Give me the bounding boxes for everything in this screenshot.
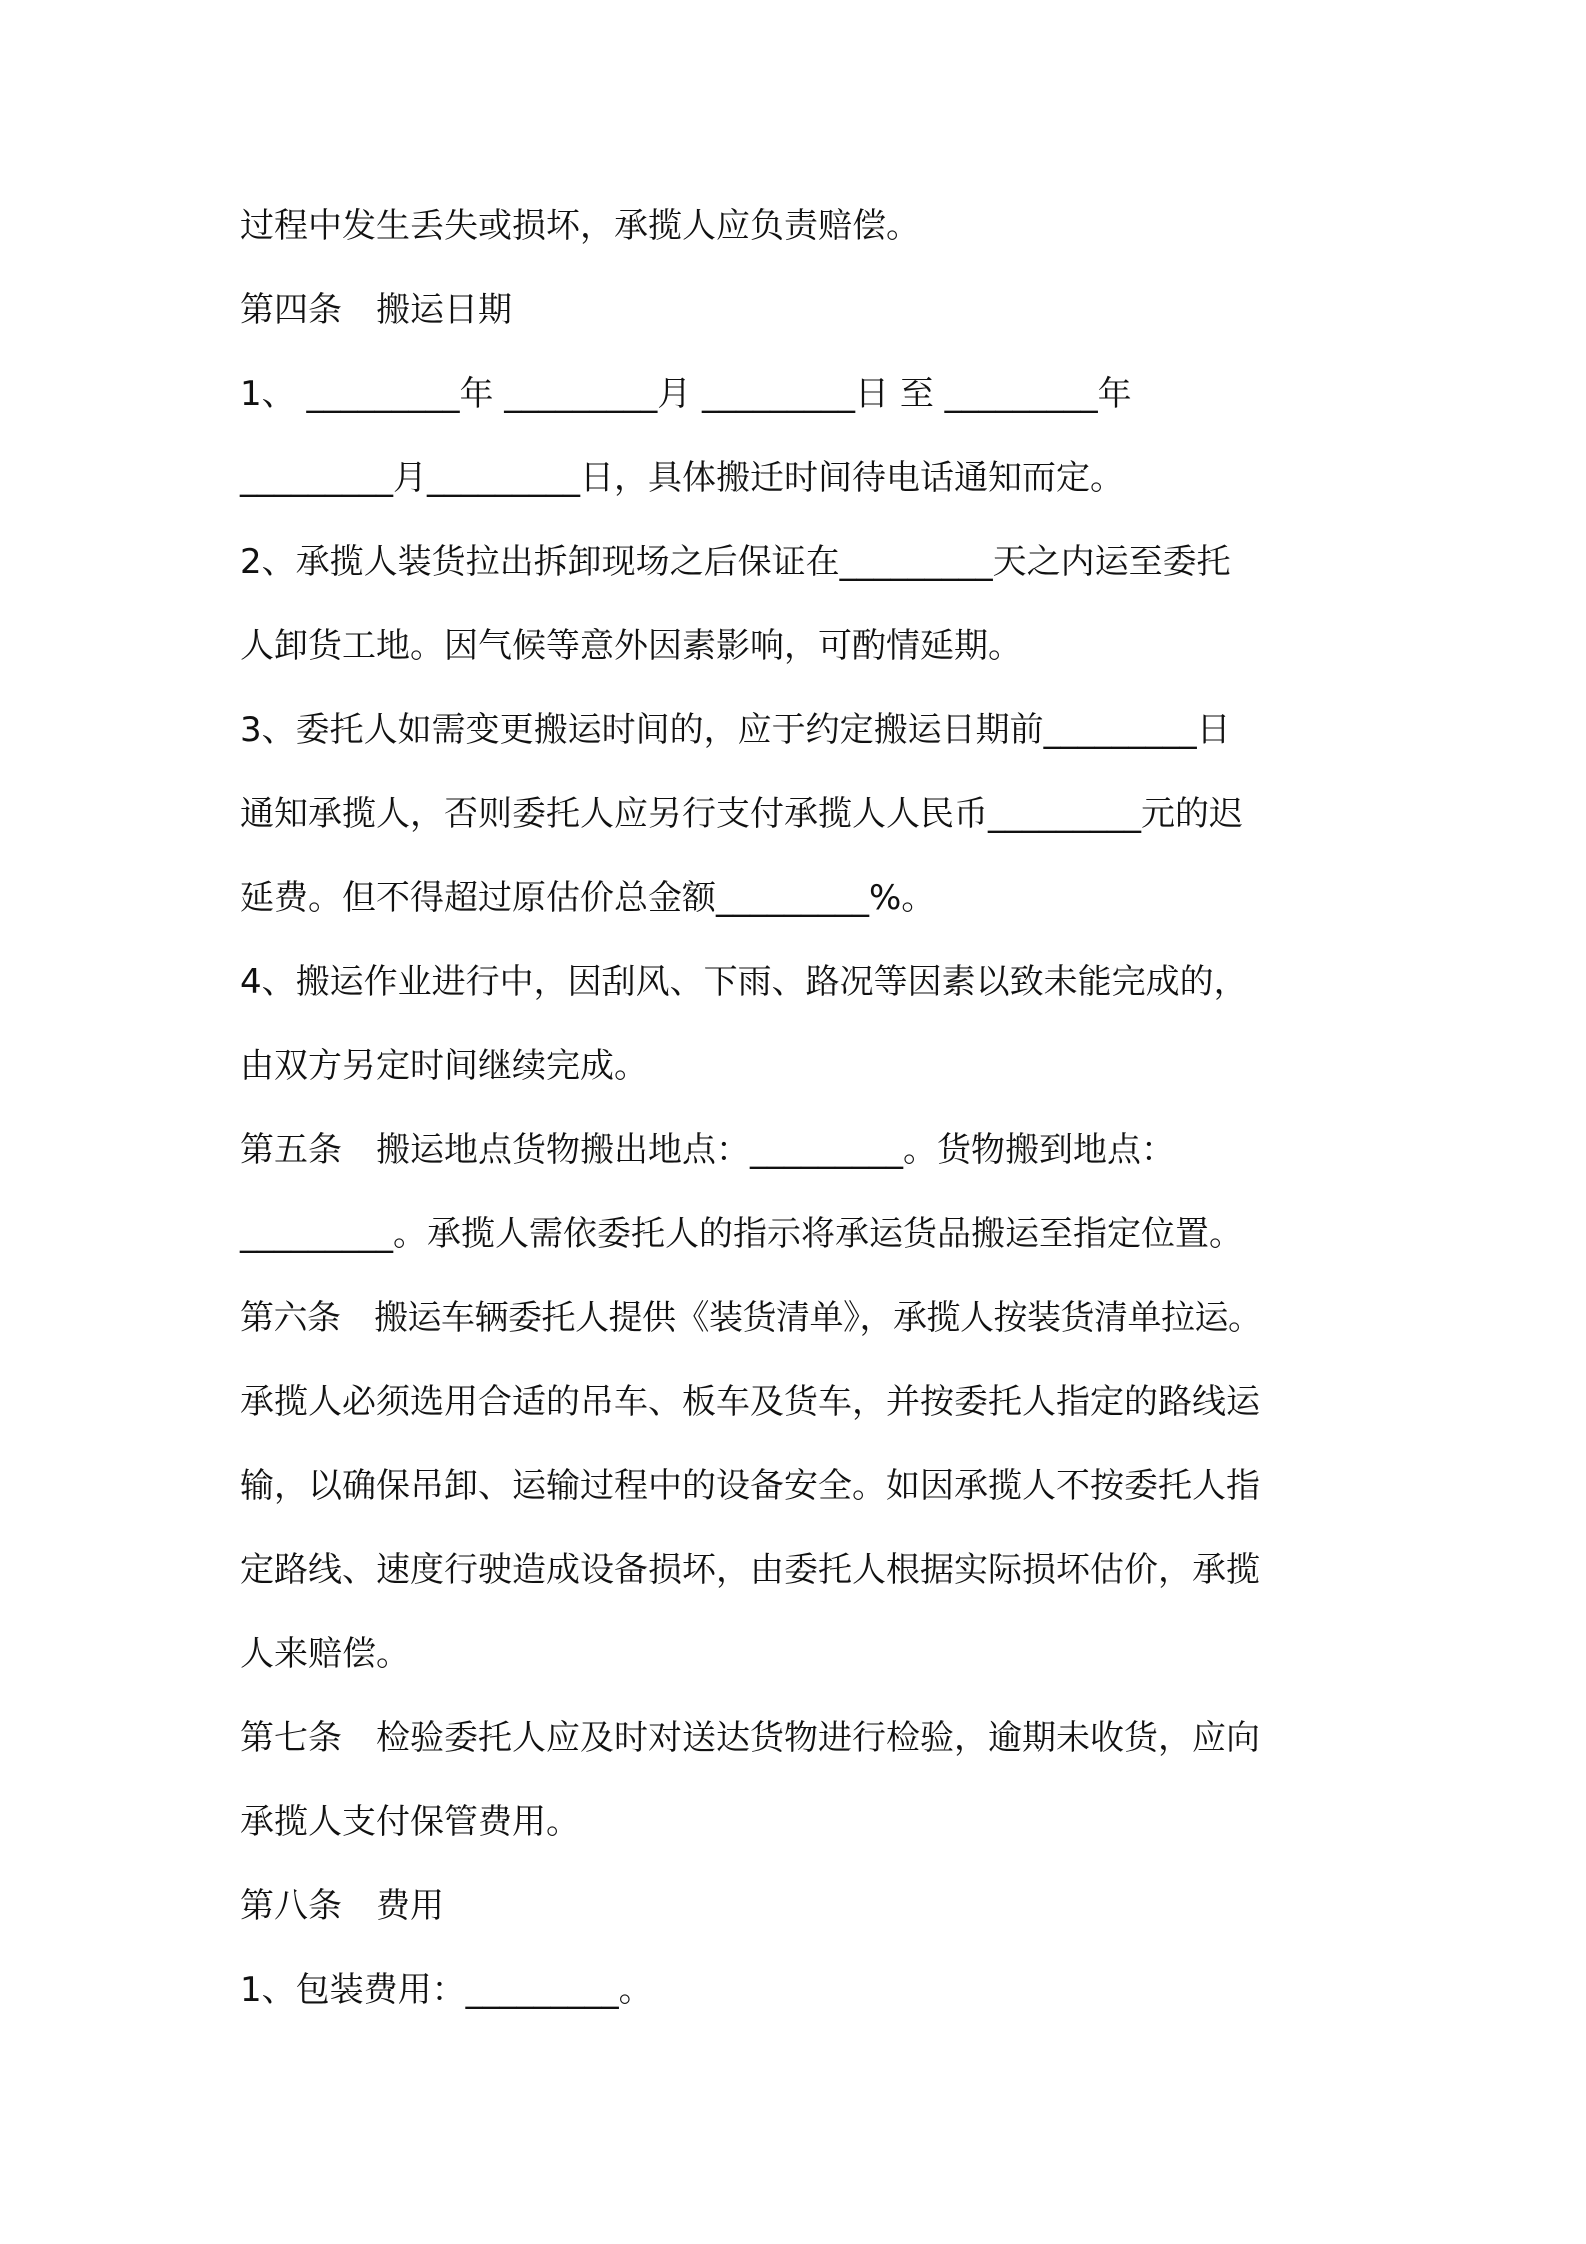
section-heading-article-4: 第四条 搬运日期 xyxy=(240,290,512,330)
text-line: _________月_________日，具体搬迁时间待电话通知而定。 xyxy=(240,458,1124,498)
section-heading-article-6: 第六条 搬运车辆委托人提供《装货清单》，承揽人按装货清单拉运。 xyxy=(240,1298,1262,1338)
text-line: 通知承揽人，否则委托人应另行支付承揽人人民币_________元的迟 xyxy=(240,794,1243,834)
text-line: 过程中发生丢失或损坏，承揽人应负责赔偿。 xyxy=(240,206,920,246)
text-line: 承揽人必须选用合适的吊车、板车及货车，并按委托人指定的路线运 xyxy=(240,1382,1260,1422)
section-heading-article-5: 第五条 搬运地点货物搬出地点：_________。货物搬到地点： xyxy=(240,1130,1175,1170)
text-line: 由双方另定时间继续完成。 xyxy=(240,1046,648,1086)
section-heading-article-8: 第八条 费用 xyxy=(240,1886,444,1926)
text-line: 人来赔偿。 xyxy=(240,1634,410,1674)
text-line: _________。承揽人需依委托人的指示将承运货品搬运至指定位置。 xyxy=(240,1214,1243,1254)
section-heading-article-7: 第七条 检验委托人应及时对送达货物进行检验，逾期未收货，应向 xyxy=(240,1718,1260,1758)
text-line: 定路线、速度行驶造成设备损坏，由委托人根据实际损坏估价，承揽 xyxy=(240,1550,1260,1590)
text-line: 1、 _________年 _________月 _________日 至 _________年 xyxy=(240,374,1132,414)
text-line: 输，以确保吊卸、运输过程中的设备安全。如因承揽人不按委托人指 xyxy=(240,1466,1260,1506)
text-line: 4、搬运作业进行中，因刮风、下雨、路况等因素以致未能完成的， xyxy=(240,962,1248,1002)
document-body xyxy=(240,196,1360,2044)
text-line: 1、包装费用：_________。 xyxy=(240,1970,653,2010)
text-line: 承揽人支付保管费用。 xyxy=(240,1802,580,1842)
text-line: 人卸货工地。因气候等意外因素影响，可酌情延期。 xyxy=(240,626,1022,666)
text-line: 延费。但不得超过原估价总金额_________%。 xyxy=(240,878,936,918)
text-line: 3、委托人如需变更搬运时间的，应于约定搬运日期前_________日 xyxy=(240,710,1231,750)
text-line: 2、承揽人装货拉出拆卸现场之后保证在_________天之内运至委托 xyxy=(240,542,1231,582)
